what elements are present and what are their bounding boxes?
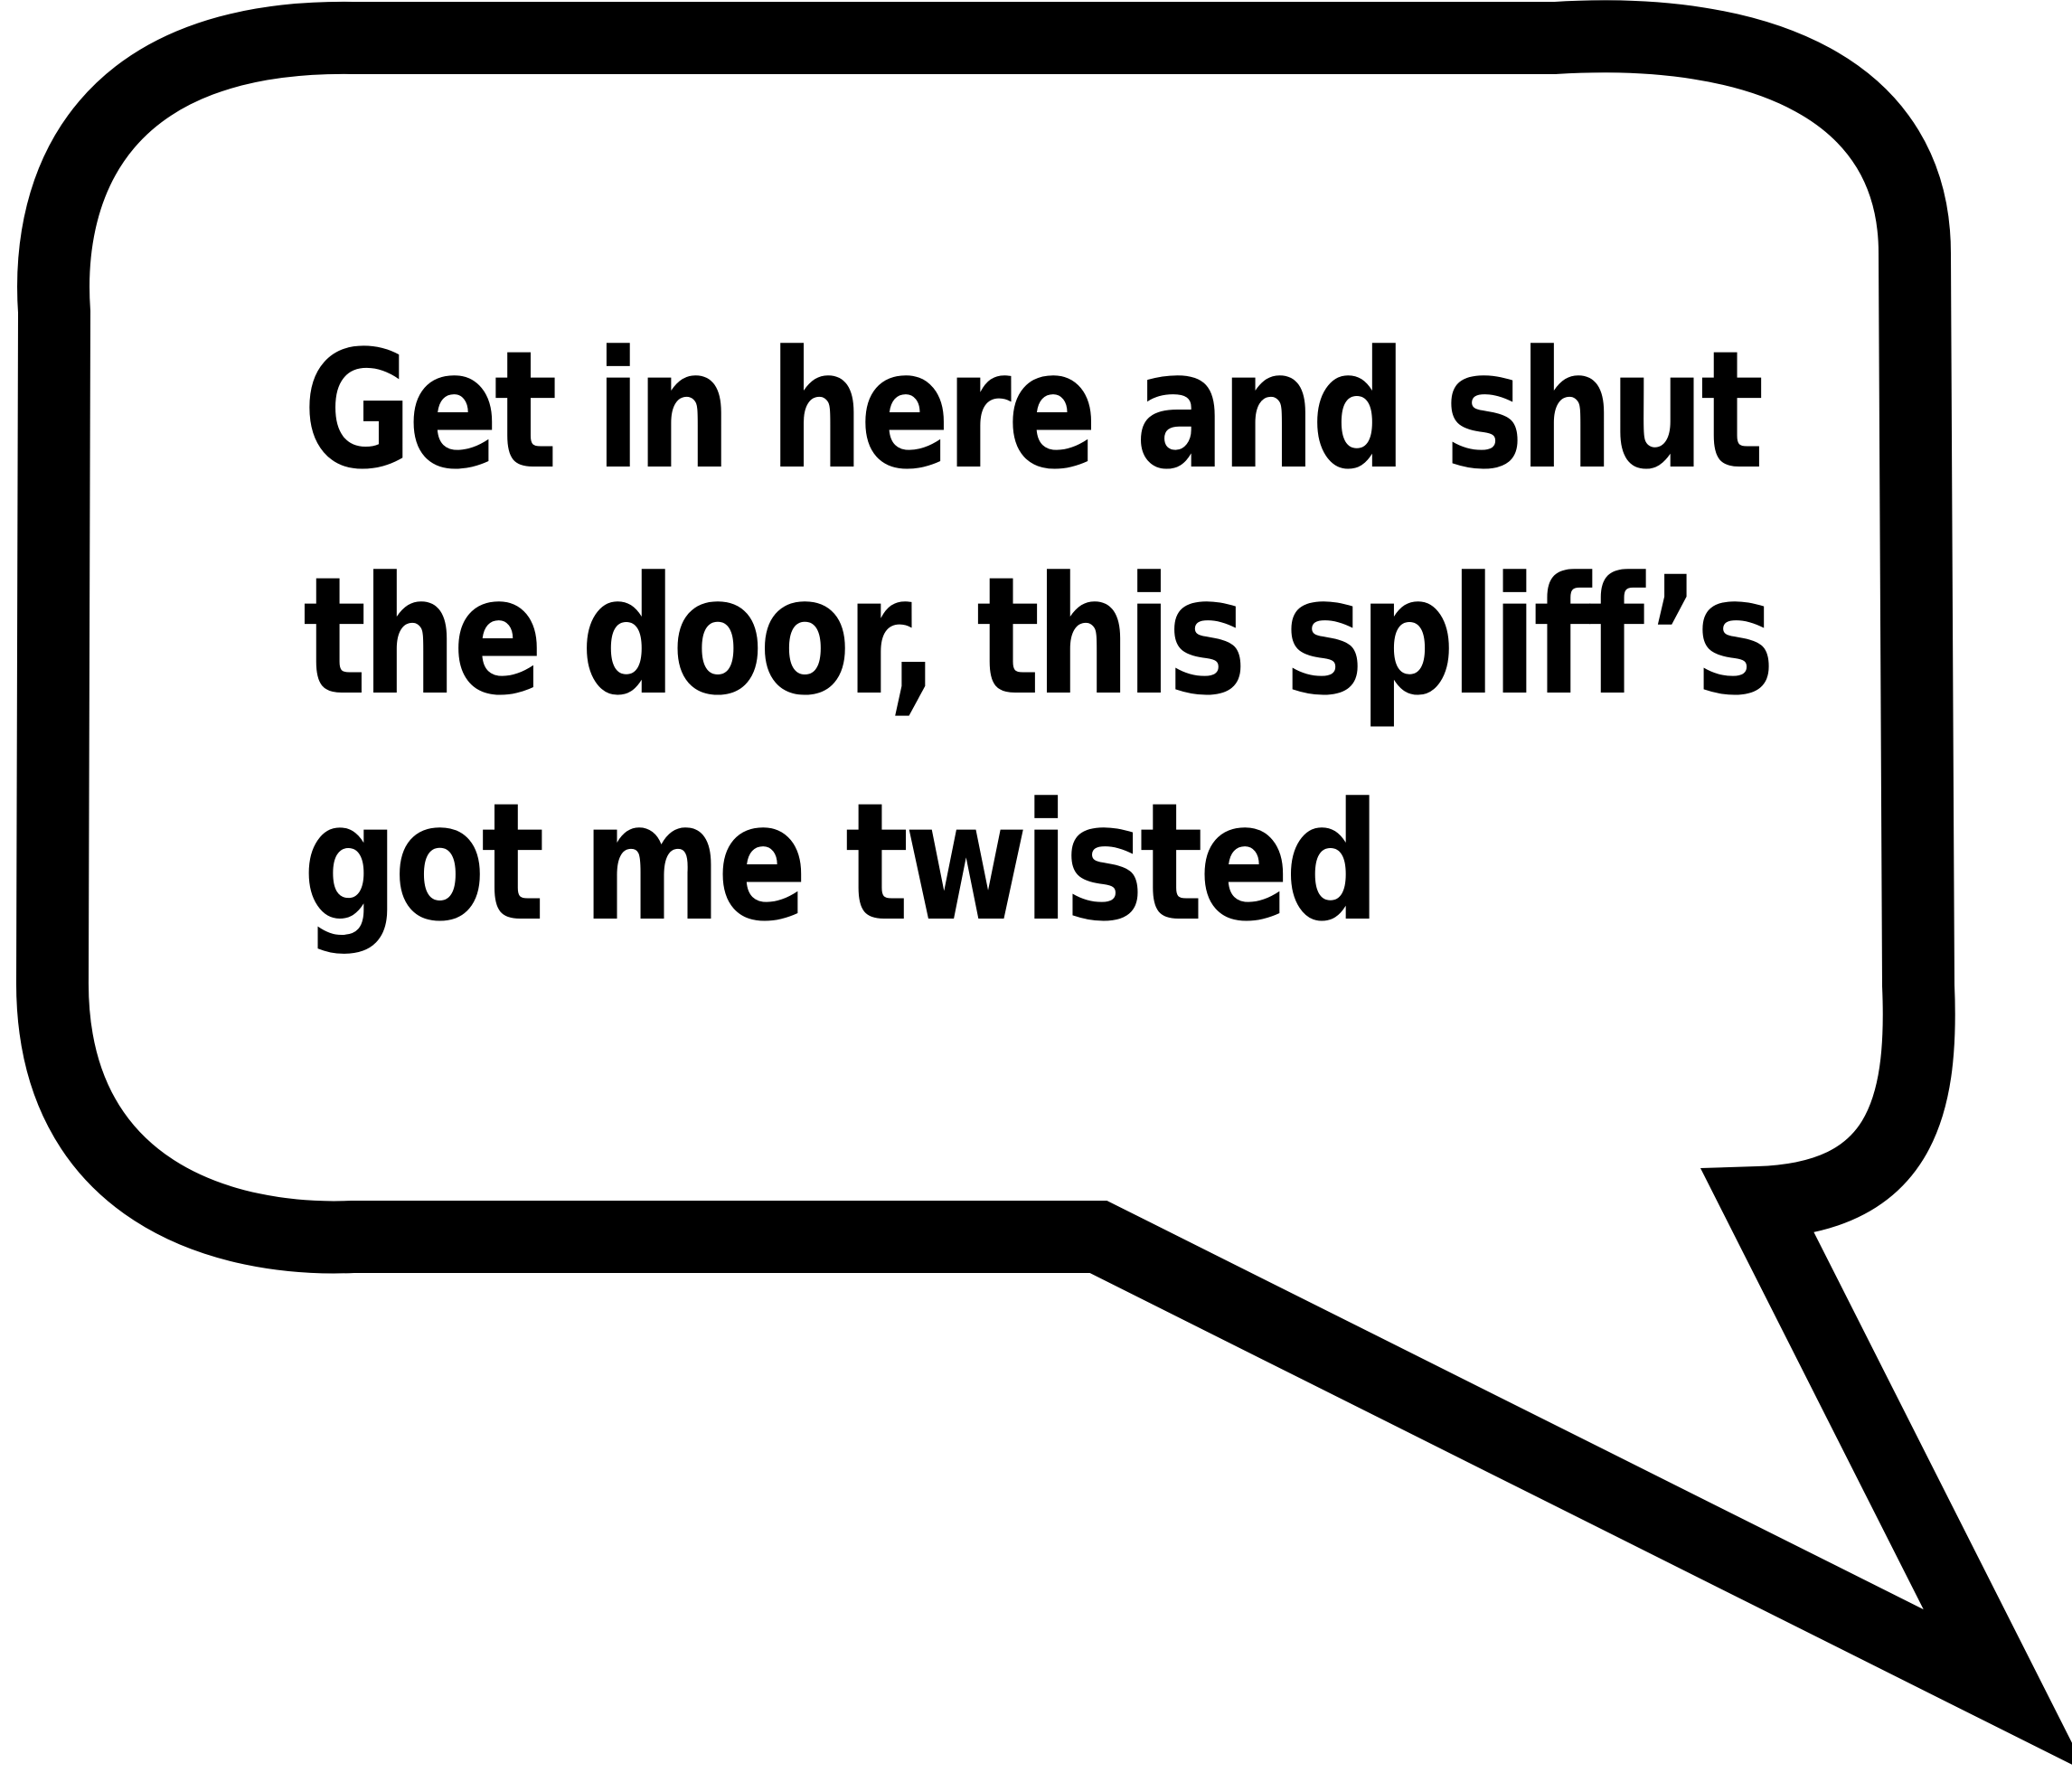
text-line-2: the door, this spliff’s	[303, 542, 1771, 731]
text-line-1: Get in here and shut	[303, 316, 1760, 505]
text-line-3: got me twisted	[303, 768, 1377, 957]
speech-bubble-text	[303, 298, 1771, 976]
